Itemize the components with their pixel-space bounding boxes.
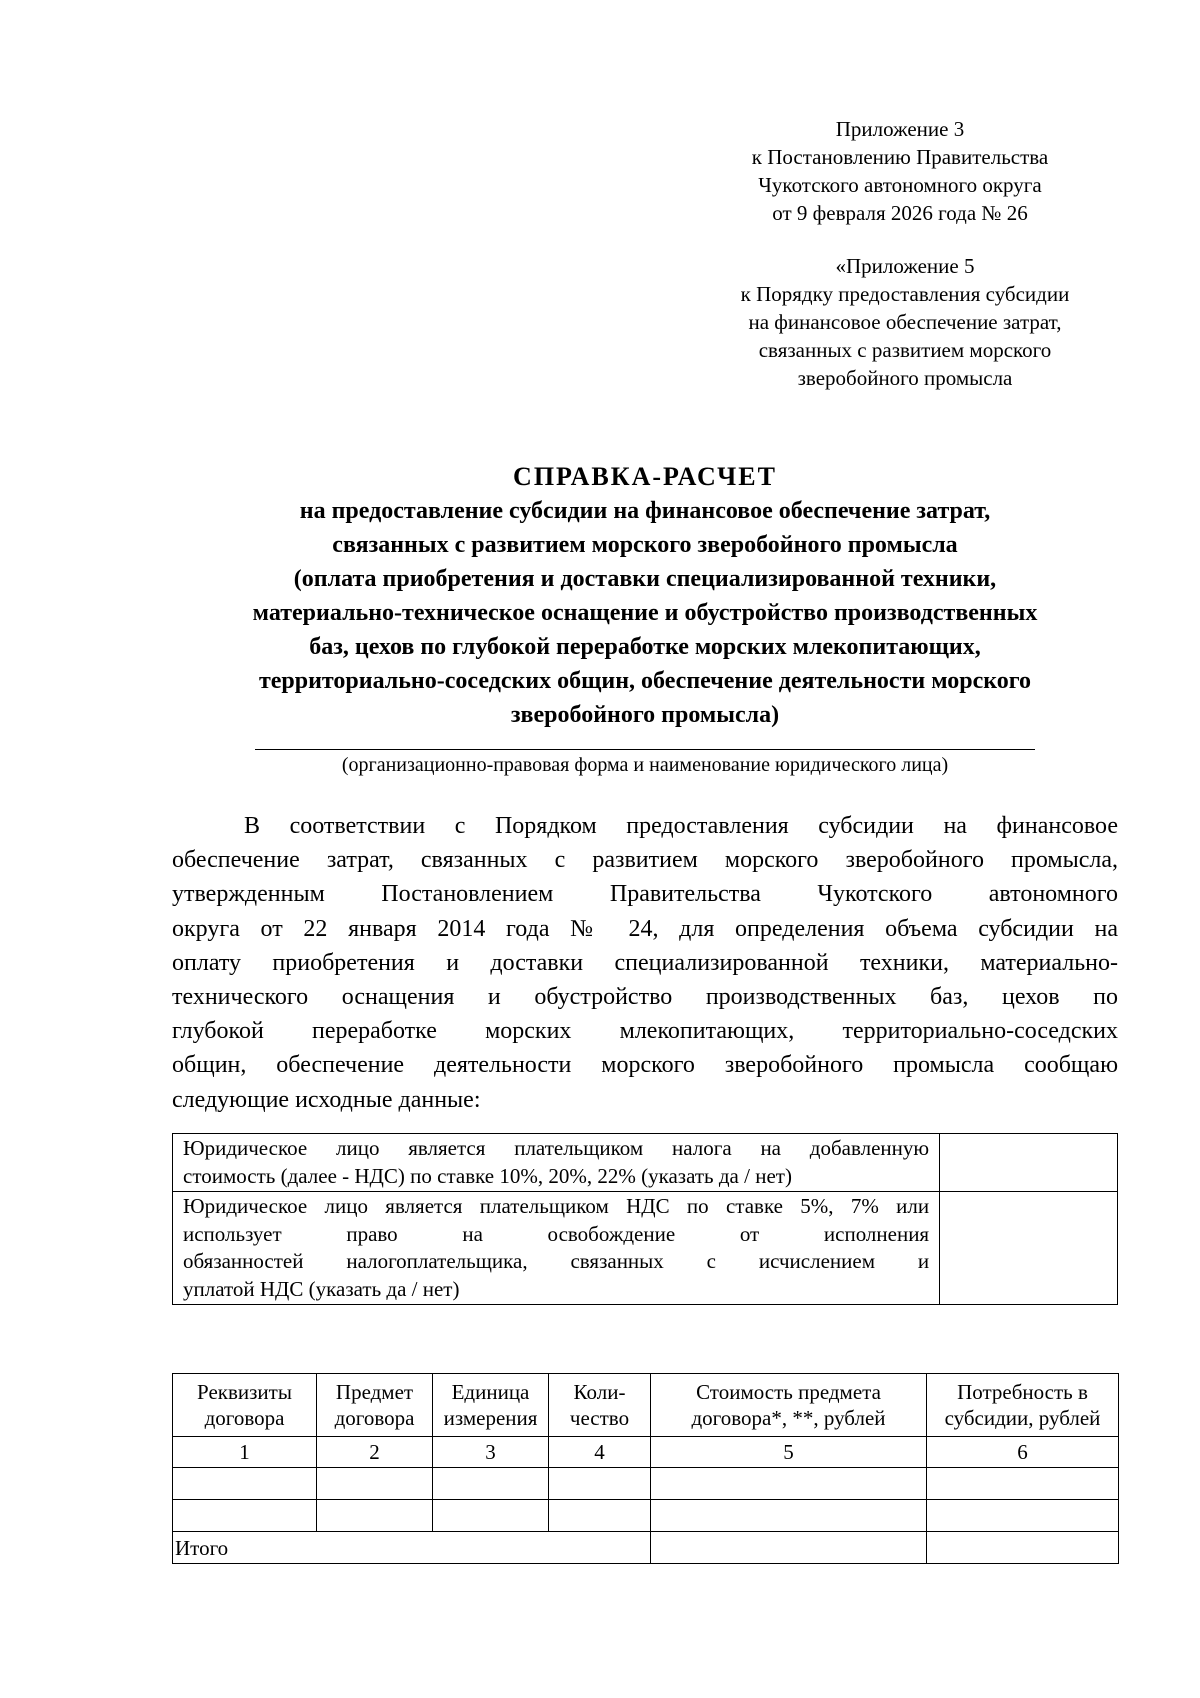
header-line: договора — [334, 1406, 415, 1430]
question-line: уплатой НДС (указать да / нет) — [183, 1276, 460, 1301]
title-main: СПРАВКА-РАСЧЕТ — [513, 462, 777, 491]
column-number: 2 — [317, 1437, 433, 1468]
subtitle-line: на предоставление субсидии на финансовое обеспечение затрат, — [299, 498, 991, 524]
appendix-line: на финансовое обеспечение затрат, — [748, 310, 1062, 334]
table-cell[interactable] — [651, 1468, 927, 1500]
vat-question-cell — [173, 1134, 940, 1192]
paragraph-line: утвержденным Постановлением Правительства Чукотского автономного — [172, 881, 1118, 908]
table-cell[interactable] — [927, 1468, 1119, 1500]
table-cell[interactable] — [317, 1468, 433, 1500]
header-line: Предмет — [335, 1380, 414, 1404]
intro-paragraph — [172, 809, 1118, 1117]
table-cell[interactable] — [433, 1468, 549, 1500]
subtitle-line: (оплата приобретения и доставки специализированной техники, — [293, 566, 997, 592]
question-line: использует право на освобождение от исполнения — [183, 1221, 930, 1246]
appendix-line: связанных с развитием морского — [758, 338, 1052, 362]
column-header — [549, 1374, 651, 1437]
subtitle-line: зверобойного промысла) — [510, 702, 780, 728]
table-cell[interactable] — [317, 1500, 433, 1532]
total-subsidy-cell[interactable] — [927, 1532, 1119, 1564]
column-header — [651, 1374, 927, 1437]
column-number-row — [173, 1437, 1119, 1468]
table-cell[interactable] — [173, 1468, 317, 1500]
header-line: чество — [569, 1406, 630, 1430]
subtitle-line: территориально-соседских общин, обеспечение деятельности морского — [258, 668, 1032, 694]
appendix-line: Приложение 3 — [835, 117, 965, 141]
appendix-line: к Порядку предоставления субсидии — [740, 282, 1070, 306]
org-name-caption: (организационно-правовая форма и наименование юридического лица) — [341, 754, 949, 776]
question-line: Юридическое лицо является плательщиком НДС по ставке 5%, 7% или — [183, 1194, 930, 1218]
paragraph-line: В соответствии с Порядком предоставления субсидии на финансовое — [244, 813, 1118, 839]
column-number: 4 — [549, 1437, 651, 1468]
header-line: субсидии, рублей — [944, 1406, 1101, 1430]
header-line: договора — [204, 1406, 285, 1430]
appendix-line: «Приложение 5 — [835, 254, 975, 278]
total-row — [173, 1532, 1119, 1564]
table-cell[interactable] — [651, 1500, 927, 1532]
paragraph-line: технического оснащения и обустройство производственных баз, цехов по — [172, 984, 1118, 1011]
subtitle-line: связанных с развитием морского зверобойного промысла — [332, 532, 958, 558]
subtitle-line: материально-техническое оснащение и обустройство производственных — [252, 600, 1038, 626]
column-header — [927, 1374, 1119, 1437]
paragraph-line: глубокой переработке морских млекопитающих, территориально-соседских — [172, 1018, 1118, 1045]
vat-question-cell — [173, 1192, 940, 1305]
subtitle-line: баз, цехов по глубокой переработке морских млекопитающих, — [309, 634, 981, 660]
vat-answer-cell[interactable] — [940, 1192, 1118, 1305]
appendix-reference — [700, 115, 1100, 227]
paragraph-line: общин, обеспечение деятельности морского зверобойного промысла сообщаю — [172, 1052, 1118, 1079]
header-line: Реквизиты — [197, 1380, 292, 1404]
column-header — [173, 1374, 317, 1437]
appendix-line: Чукотского автономного округа — [758, 173, 1042, 197]
appendix-line: от 9 февраля 2026 года № 26 — [772, 201, 1028, 225]
table-cell[interactable] — [549, 1500, 651, 1532]
total-cost-cell[interactable] — [651, 1532, 927, 1564]
header-line: Потребность в — [957, 1380, 1088, 1404]
org-name-fill-line[interactable] — [255, 749, 1035, 750]
table-header-row — [173, 1374, 1119, 1437]
column-header — [433, 1374, 549, 1437]
paragraph-line: округа от 22 января 2014 года № 24, для определения объема субсидии на — [172, 915, 1118, 942]
header-line: договора*, **, рублей — [691, 1406, 886, 1430]
document-title — [150, 460, 1140, 732]
column-number: 6 — [927, 1437, 1119, 1468]
total-label: Итого — [173, 1532, 651, 1564]
inner-appendix-reference — [700, 252, 1110, 392]
contract-table — [172, 1373, 1119, 1564]
question-line: стоимость (далее - НДС) по ставке 10%, 20%, 22% (указать да / нет) — [183, 1163, 792, 1188]
table-row — [173, 1134, 1118, 1192]
question-line: обязанностей налогоплательщика, связанных с исчислением и — [183, 1249, 930, 1273]
vat-answer-cell[interactable] — [940, 1134, 1118, 1192]
appendix-line: к Постановлению Правительства — [751, 145, 1049, 169]
column-number: 3 — [433, 1437, 549, 1468]
table-cell[interactable] — [433, 1500, 549, 1532]
table-cell[interactable] — [549, 1468, 651, 1500]
table-cell[interactable] — [173, 1500, 317, 1532]
table-row — [173, 1468, 1119, 1500]
vat-status-table — [172, 1133, 1118, 1305]
column-number: 5 — [651, 1437, 927, 1468]
appendix-line: зверобойного промысла — [797, 366, 1013, 390]
header-line: Коли- — [573, 1380, 626, 1404]
paragraph-line: обеспечение затрат, связанных с развитием морского зверобойного промысла, — [172, 847, 1118, 874]
table-row — [173, 1500, 1119, 1532]
header-line: Стоимость предмета — [696, 1380, 881, 1404]
header-line: Единица — [451, 1380, 530, 1404]
paragraph-line: оплату приобретения и доставки специализированной техники, материально- — [172, 949, 1118, 976]
header-line: измерения — [443, 1406, 538, 1430]
column-number: 1 — [173, 1437, 317, 1468]
table-cell[interactable] — [927, 1500, 1119, 1532]
paragraph-line: следующие исходные данные: — [172, 1086, 481, 1113]
title-subtitle — [150, 494, 1140, 732]
table-row — [173, 1192, 1118, 1305]
column-header — [317, 1374, 433, 1437]
question-line: Юридическое лицо является плательщиком налога на добавленную — [183, 1136, 930, 1160]
